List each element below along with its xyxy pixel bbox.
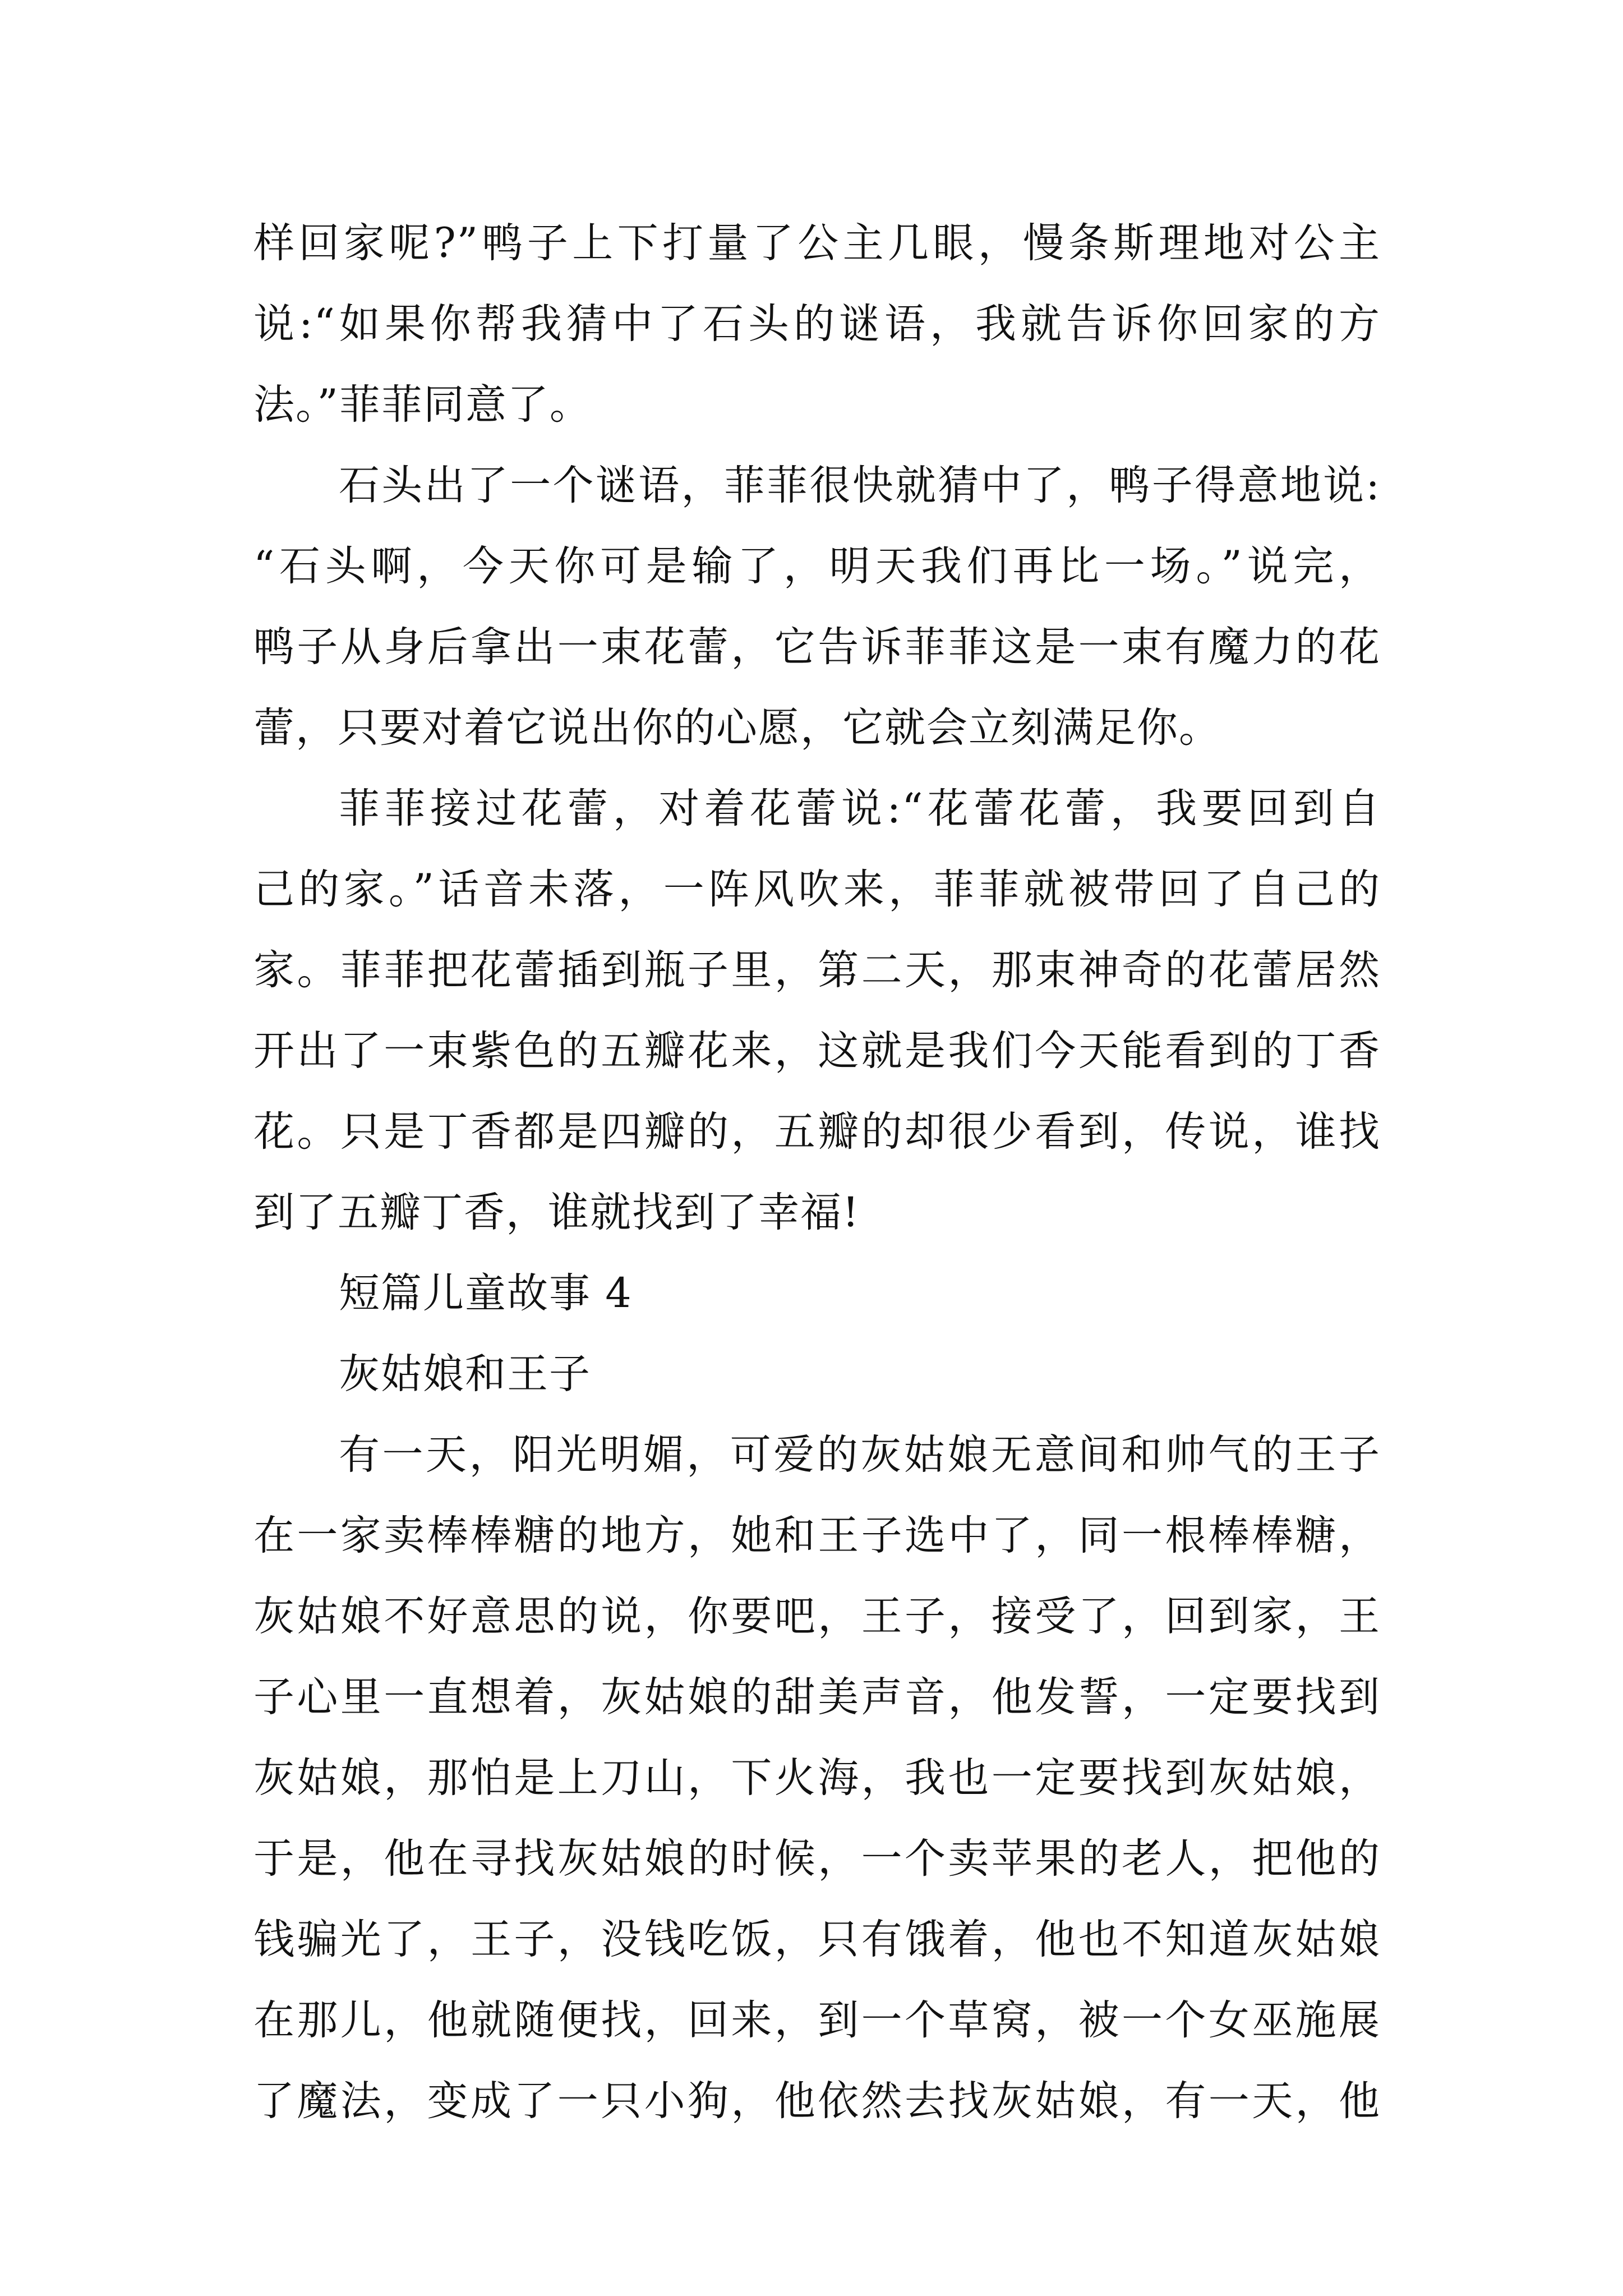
text-line: 开出了一束紫色的五瓣花来，这就是我们今天能看到的丁香 — [253, 1027, 1381, 1075]
text-line: 石头出了一个谜语，菲菲很快就猜中了，鸭子得意地说: — [339, 462, 1381, 509]
text-line: 灰姑娘，那怕是上刀山，下火海，我也一定要找到灰姑娘， — [253, 1754, 1381, 1802]
document-body — [253, 203, 1381, 2142]
text-line: 子心里一直想着，灰姑娘的甜美声音，他发誓，一定要找到 — [253, 1673, 1381, 1721]
text-line: 鸭子从身后拿出一束花蕾，它告诉菲菲这是一束有魔力的花 — [253, 623, 1381, 671]
text-line: 花。只是丁香都是四瓣的，五瓣的却很少看到，传说，谁找 — [253, 1108, 1381, 1156]
text-line: 钱骗光了，王子，没钱吃饭，只有饿着，他也不知道灰姑娘 — [253, 1916, 1381, 1963]
text-line: 在那儿，他就随便找，回来，到一个草窝，被一个女巫施展 — [253, 1996, 1381, 2044]
text-line: 在一家卖棒棒糖的地方，她和王子选中了，同一根棒棒糖， — [253, 1512, 1381, 1559]
text-line: 家。菲菲把花蕾插到瓶子里，第二天，那束神奇的花蕾居然 — [253, 946, 1381, 994]
text-line: 样回家呢?”鸭子上下打量了公主几眼，慢条斯理地对公主 — [253, 219, 1381, 267]
text-line: 蕾，只要对着它说出你的心愿，它就会立刻满足你。 — [253, 704, 1221, 752]
text-line: 己的家。”话音未落，一阵风吹来，菲菲就被带回了自己的 — [253, 866, 1381, 913]
text-line: “石头啊，今天你可是输了，明天我们再比一场。”说完， — [253, 542, 1381, 590]
text-line: 到了五瓣丁香，谁就找到了幸福! — [253, 1189, 860, 1236]
text-line: 灰姑娘不好意思的说，你要吧，王子，接受了，回到家，王 — [253, 1593, 1381, 1640]
text-line: 菲菲接过花蕾，对着花蕾说:“花蕾花蕾，我要回到自 — [339, 785, 1381, 832]
text-line: 法。”菲菲同意了。 — [253, 381, 592, 429]
section-heading: 短篇儿童故事 4 — [339, 1269, 633, 1317]
text-line: 了魔法，变成了一只小狗，他依然去找灰姑娘，有一天，他 — [253, 2077, 1381, 2125]
story-title: 灰姑娘和王子 — [339, 1350, 591, 1398]
text-line: 说:“如果你帮我猜中了石头的谜语，我就告诉你回家的方 — [253, 300, 1381, 348]
text-line: 有一天，阳光明媚，可爱的灰姑娘无意间和帅气的王子 — [339, 1431, 1381, 1479]
text-line: 于是，他在寻找灰姑娘的时候，一个卖苹果的老人，把他的 — [253, 1835, 1381, 1883]
